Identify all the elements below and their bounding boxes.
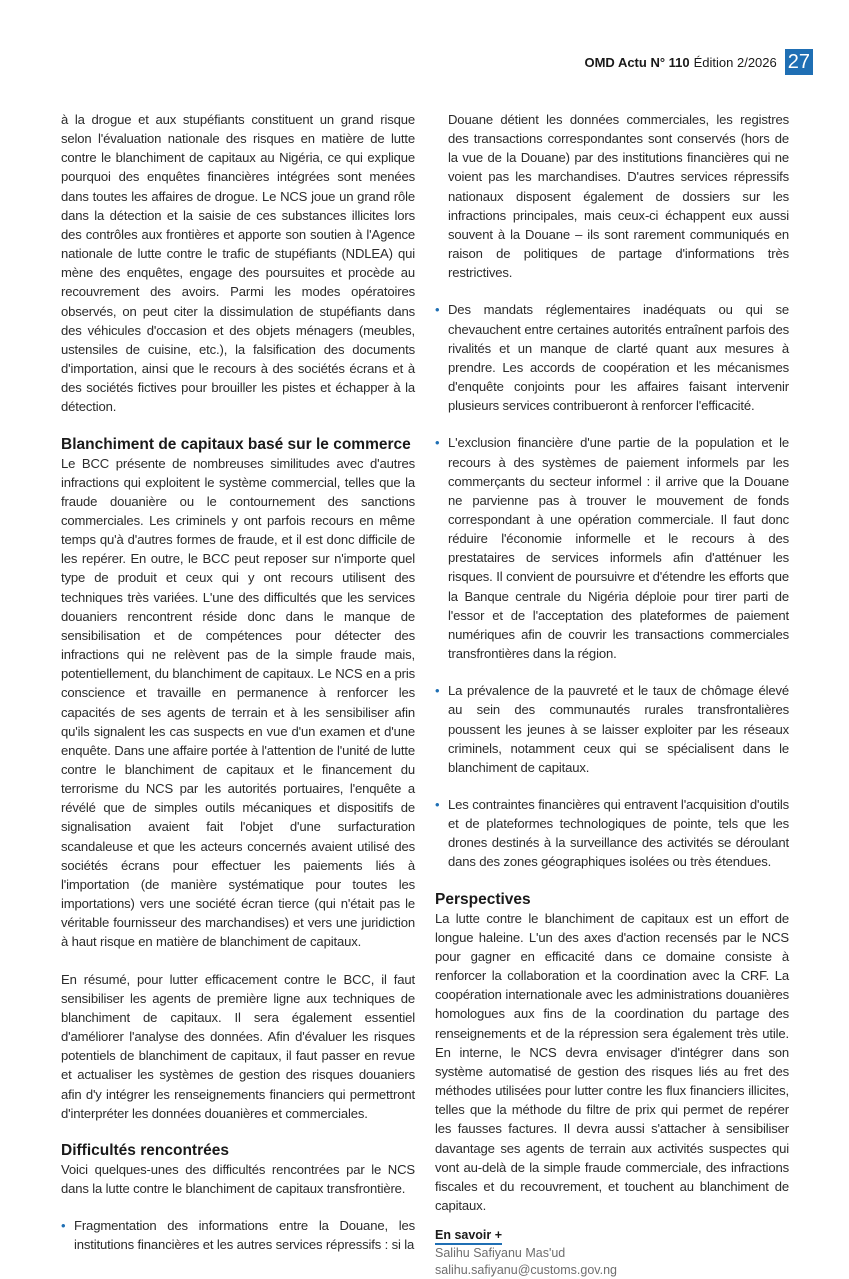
- difficulties-list-start: [61, 1216, 415, 1254]
- list-item: [435, 300, 789, 415]
- bullet-text: Des mandats réglementaires inadéquats ou qui se chevauchent entre certaines autorités entraînent parfois des rivalités et un manque de clarté quant aux mesures à prendre. Les accords de coopération et les mécanismes d'enquête conjoints pour les affaires faisant intervenir plusieurs services contribueront à renforcer l'efficacité.: [448, 302, 789, 414]
- page-number: 27: [785, 49, 813, 75]
- intro-paragraph: à la drogue et aux stupéfiants constituent un grand risque selon l'évaluation nationale des risques en matière de lutte contre le blanchiment de capitaux au Nigéria, ce qui explique pourquoi des enquêtes financières intégrées sont menées dans toutes les affaires de drogue. Le NCS joue un grand rôle dans la détection et la saisie de ces substances illicites lors des contrôles aux frontières et apporte son soutien à l'Agence nationale de lutte contre le trafic de stupéfiants (NDLEA) qui mène des enquêtes, engage des poursuites et procède au recouvrement des avoirs. Parmi les modes opératoires observés, on peut citer la dissimulation de stupéfiants dans des véhicules d'occasion et des objets ménagers (meubles, ustensiles de cuisine, etc.), la falsification des documents d'importation, ainsi que le recours à des sociétés écrans et à des sociétés fictives pour brouiller les pistes et échapper à la détection.: [61, 112, 415, 415]
- more-info-title: En savoir +: [435, 1228, 502, 1245]
- bullet-text: Fragmentation des informations entre la Douane, les institutions financières et les autres services répressifs : si la: [74, 1218, 415, 1253]
- publication-title: OMD Actu N° 110: [584, 54, 690, 70]
- more-info-box: [435, 1226, 789, 1279]
- bullet-text: Douane détient les données commerciales, les registres des transactions correspondantes sont conservés (hors de la vue de la Douane) par des institutions financières qui ne voient pas les marchandises. D'autres services répressifs nationaux disposent également de dossiers sur les infractions principales, mais ceux-ci échappent eux aussi souvent à la Douane – ils sont rarement communiqués en raison de politiques de partage d'informations très restrictives.: [448, 112, 789, 281]
- bullet-icon: •: [435, 435, 440, 451]
- difficulties-list: [435, 110, 789, 872]
- heading-perspectives: Perspectives: [435, 890, 531, 908]
- bullet-icon: •: [435, 302, 440, 318]
- bullet-text: Les contraintes financières qui entravent l'acquisition d'outils et de plateformes technologiques de pointe, tels que les drones destinés à la surveillance des activités se déroulant dans des zones géographiques isolées ou très étendues.: [448, 797, 789, 870]
- page-header: [584, 49, 813, 75]
- perspectives-paragraph: La lutte contre le blanchiment de capitaux est un effort de longue haleine. L'un des axes d'action recensés par le NCS pour gagner en efficacité dans ce domaine consiste à renforcer la collaboration et la coordination avec la CRF. La coopération internationale avec les administrations douanières homologues aux fins de la coordination du partage des renseignements et de la répression sera également très utile. En interne, le NCS devra envisager d'intégrer dans son système automatisé de gestion des risques liés au fret des méthodes utilisées pour lutter contre les flux financiers illicites, telles que la méthode du filtre de prix qui permet de repérer les fausses factures. Il devra aussi s'attacher à sensibiliser davantage ses agents de terrain aux activités suspectes qui vont au-delà de la simple fraude commerciale, des infractions fiscales et du recouvrement, et touchent au blanchiment de capitaux.: [435, 910, 789, 1213]
- list-item: [435, 795, 789, 872]
- list-item: [435, 433, 789, 663]
- left-column: [61, 110, 415, 1254]
- bullet-text: La prévalence de la pauvreté et le taux de chômage élevé au sein des communautés rurales transfrontalières poussent les jeunes à se laisser exploiter par les réseaux criminels, notamment ceux qui se spécialisent dans le blanchiment de capitaux.: [448, 683, 789, 775]
- bcc-paragraph: Le BCC présente de nombreuses similitudes avec d'autres infractions qui exploitent le système commercial, telles que la fraude douanière ou le contournement des sanctions commerciales. Les criminels y ont parfois recours en même temps qu'à d'autres formes de fraude, et il est donc difficile de les repérer. En outre, le BCC peut reposer sur n'importe quel type de produit et ceux qui y ont recours utilisent des techniques très variées. L'une des difficultés que les services douaniers rencontrent réside donc dans le manque de sensibilisation et de compétences pour détecter des infractions qui ne relèvent pas de la simple fraude mais, potentiellement, du blanchiment de capitaux. Le NCS en a pris conscience et travaille en permanence à renforcer les capacités de ses agents de terrain et à les sensibiliser afin qu'ils signalent les cas suspects en vue d'un examen et d'une enquête. Dans une affaire portée à l'attention de l'unité de lutte contre le blanchiment de capitaux et le financement du terrorisme du NCS par les autorités portuaires, l'enquête a révélé que de simples outils mécaniques et dispositifs de signalisation avaient fait l'objet d'une surfacturation scandaleuse et que les acteurs concernés avaient utilisé des sociétés écrans pour effectuer les paiements liés à l'importation (de manière systématique pour toutes les importations) vers une société écran tierce (qui n'était pas le véritable fournisseur des marchandises) et vers une juridiction à haut risque en matière de blanchiment de capitaux.: [61, 455, 415, 950]
- list-item: [435, 681, 789, 777]
- list-item: [61, 1216, 415, 1254]
- summary-paragraph: En résumé, pour lutter efficacement contre le BCC, il faut sensibiliser les agents de première ligne aux techniques de blanchiment de capitaux. Il sera également essentiel d'améliorer l'analyse des données. Afin d'évaluer les risques potentiels de blanchiment de capitaux, il faut passer en revue et actualiser les systèmes de gestion des risques douaniers afin d'y intégrer les renseignements financiers qui permettront d'interpréter les données douanières et commerciales.: [61, 971, 415, 1121]
- bullet-icon: •: [61, 1218, 66, 1234]
- list-item: [435, 110, 789, 282]
- author-email[interactable]: salihu.safiyanu@customs.gov.ng: [435, 1263, 617, 1278]
- bullet-text: L'exclusion financière d'une partie de la population et le recours à des systèmes de paiement informels par les commerçants du secteur informel : il arrive que la Douane ne parvienne pas à trouver le mouvement de fonds correspondant à une opération commerciale. Il faut donc réduire l'économie informelle et le recours à des prestataires de services informels afin d'atténuer les risques. Il convient de poursuivre et d'étendre les efforts que la Banque centrale du Nigéria déploie pour tirer parti de l'essor et de l'acceptation des plateformes de paiement numériques afin de couvrir les transactions commerciales transfrontières dans la région.: [448, 435, 789, 662]
- bullet-icon: •: [435, 683, 440, 699]
- author-name: Salihu Safiyanu Mas'ud: [435, 1246, 566, 1261]
- heading-difficulties: Difficultés rencontrées: [61, 1141, 229, 1159]
- edition-label: Édition 2/2026: [693, 54, 777, 70]
- right-column: [435, 110, 789, 1279]
- difficulties-paragraph: Voici quelques-unes des difficultés rencontrées par le NCS dans la lutte contre le blanchiment de capitaux transfrontière.: [61, 1161, 415, 1196]
- bullet-icon: •: [435, 797, 440, 812]
- heading-bcc: Blanchiment de capitaux basé sur le commerce: [61, 435, 411, 453]
